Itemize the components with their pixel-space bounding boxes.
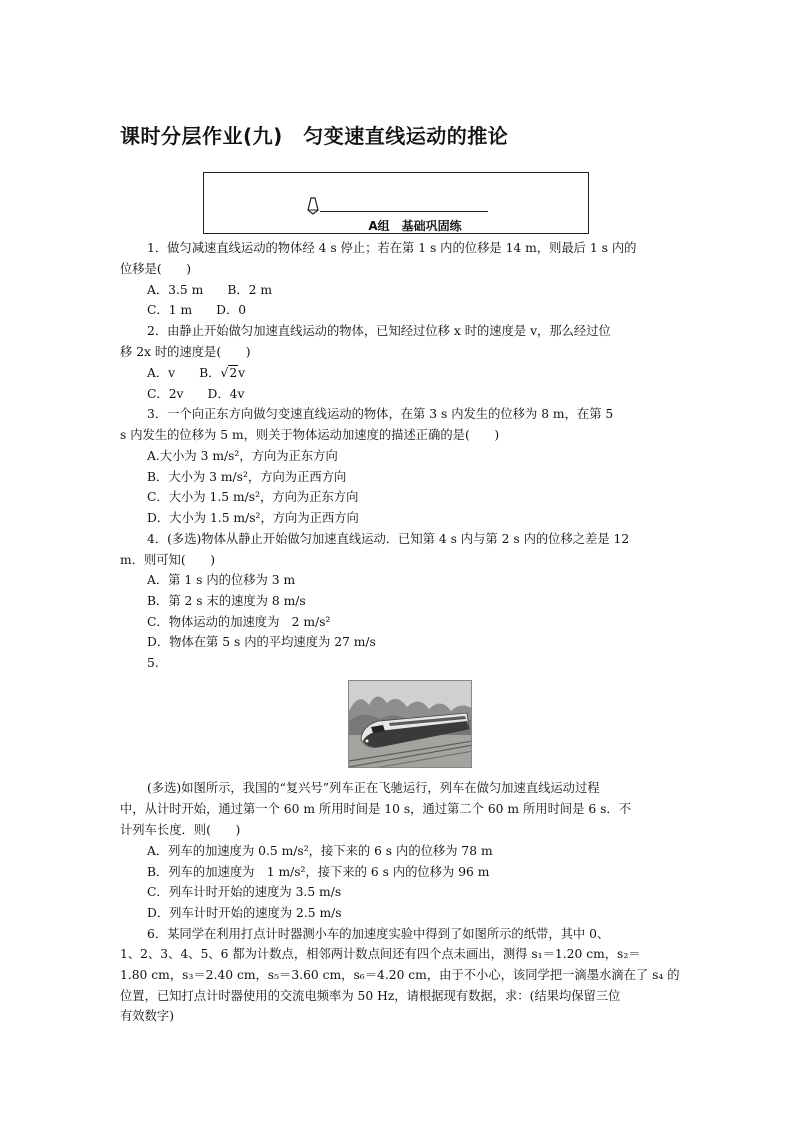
page-title: 课时分层作业(九) 匀变速直线运动的推论 [120,124,509,148]
q2-option-a[interactable]: A．v [147,366,176,380]
q3-option-b[interactable]: B．大小为 3 m/s²，方向为正西方向 [147,470,347,484]
q2-option-b[interactable] [199,365,245,381]
q2-option-b-prefix: B． [199,366,221,380]
q5-option-a[interactable]: A．列车的加速度为 0.5 m/s²，接下来的 6 s 内的位移为 78 m [147,844,493,858]
q5-number: 5. [147,656,159,670]
q3-stem-line2: s 内发生的位移为 5 m，则关于物体运动加速度的描述正确的是( ) [120,428,500,442]
q6-line4: 位置，已知打点计时器使用的交流电频率为 50 Hz，请根据现有数据，求：(结果均保留三位 [120,989,621,1003]
q4-option-b[interactable]: B．第 2 s 末的速度为 8 m/s [147,594,306,608]
q1-options-row2 [147,302,270,318]
q3-stem-line1: 3．一个向正东方向做匀变速直线运动的物体，在第 3 s 内发生的位移为 8 m，在第 5 [147,407,614,421]
q1-option-a[interactable]: A．3.5 m [147,283,204,297]
q4-option-a[interactable]: A．第 1 s 内的位移为 3 m [147,573,296,587]
q2-stem-line1: 2．由静止开始做匀加速直线运动的物体，已知经过位移 x 时的速度是 v，那么经过位 [147,324,611,338]
q1-option-d[interactable]: D．0 [216,303,247,317]
q3-option-d[interactable]: D．大小为 1.5 m/s²，方向为正西方向 [147,511,359,525]
q5-option-d[interactable]: D．列车计时开始的速度为 2.5 m/s [147,906,342,920]
q5-stem-line2: 中，从计时开始，通过第一个 60 m 所用时间是 10 s，通过第二个 60 m 所用时间是 6 s．不 [120,802,632,816]
q2-options-row1 [147,365,269,381]
q2-option-b-suffix: v [238,366,246,380]
q1-options-row1 [147,282,296,298]
q2-option-d[interactable]: D．4v [207,387,245,401]
train-photo [348,680,472,768]
q2-options-row2 [147,386,268,402]
q4-option-c[interactable]: C．物体运动的加速度为 2 m/s² [147,615,331,629]
q6-line1: 6．某同学在利用打点计时器测小车的加速度实验中得到了如图所示的纸带，其中 0、 [147,927,610,941]
q2-stem-line2: 移 2x 时的速度是( ) [120,345,251,359]
train-image [349,681,472,768]
pencil-icon [307,197,319,215]
section-label: A组 基础巩固练 [368,219,462,233]
q3-option-a[interactable]: A.大小为 3 m/s²，方向为正东方向 [147,449,338,463]
q6-line2: 1、2、3、4、5、6 都为计数点，相邻两计数点间还有四个点未画出，测得 s₁＝1.20 cm，s₂＝ [120,947,641,961]
q4-stem-line2: m．则可知( ) [120,553,216,567]
q2-option-c[interactable]: C．2v [147,387,184,401]
q1-stem-line2: 位移是( ) [120,262,192,276]
section-header-box [203,172,589,234]
q1-option-c[interactable]: C．1 m [147,303,193,317]
section-divider [320,211,488,212]
q6-line5: 有效数字) [120,1009,174,1023]
q3-option-c[interactable]: C．大小为 1.5 m/s²，方向为正东方向 [147,490,359,504]
q2-option-b-radicand: 2 [229,366,238,380]
q6-line3: 1.80 cm，s₃＝2.40 cm，s₅＝3.60 cm，s₆＝4.20 cm，由于不小心，该同学把一滴墨水滴在了 s₄ 的 [120,968,680,982]
q1-option-b[interactable]: B．2 m [227,283,273,297]
q4-stem-line1: 4．(多选)物体从静止开始做匀加速直线运动．已知第 4 s 内与第 2 s 内的位移之差是 12 [147,532,630,546]
q5-stem-line1: (多选)如图所示，我国的“复兴号”列车正在飞驰运行，列车在做匀加速直线运动过程 [147,781,600,795]
sqrt-icon: √2 [220,366,238,380]
q5-option-c[interactable]: C．列车计时开始的速度为 3.5 m/s [147,885,342,899]
q1-stem-line1: 1．做匀减速直线运动的物体经 4 s 停止；若在第 1 s 内的位移是 14 m，则最后 1 s 内的 [147,241,637,255]
q4-option-d[interactable]: D．物体在第 5 s 内的平均速度为 27 m/s [147,635,376,649]
q5-stem-line3: 计列车长度．则( ) [120,823,241,837]
q5-option-b[interactable]: B．列车的加速度为 1 m/s²，接下来的 6 s 内的位移为 96 m [147,865,490,879]
